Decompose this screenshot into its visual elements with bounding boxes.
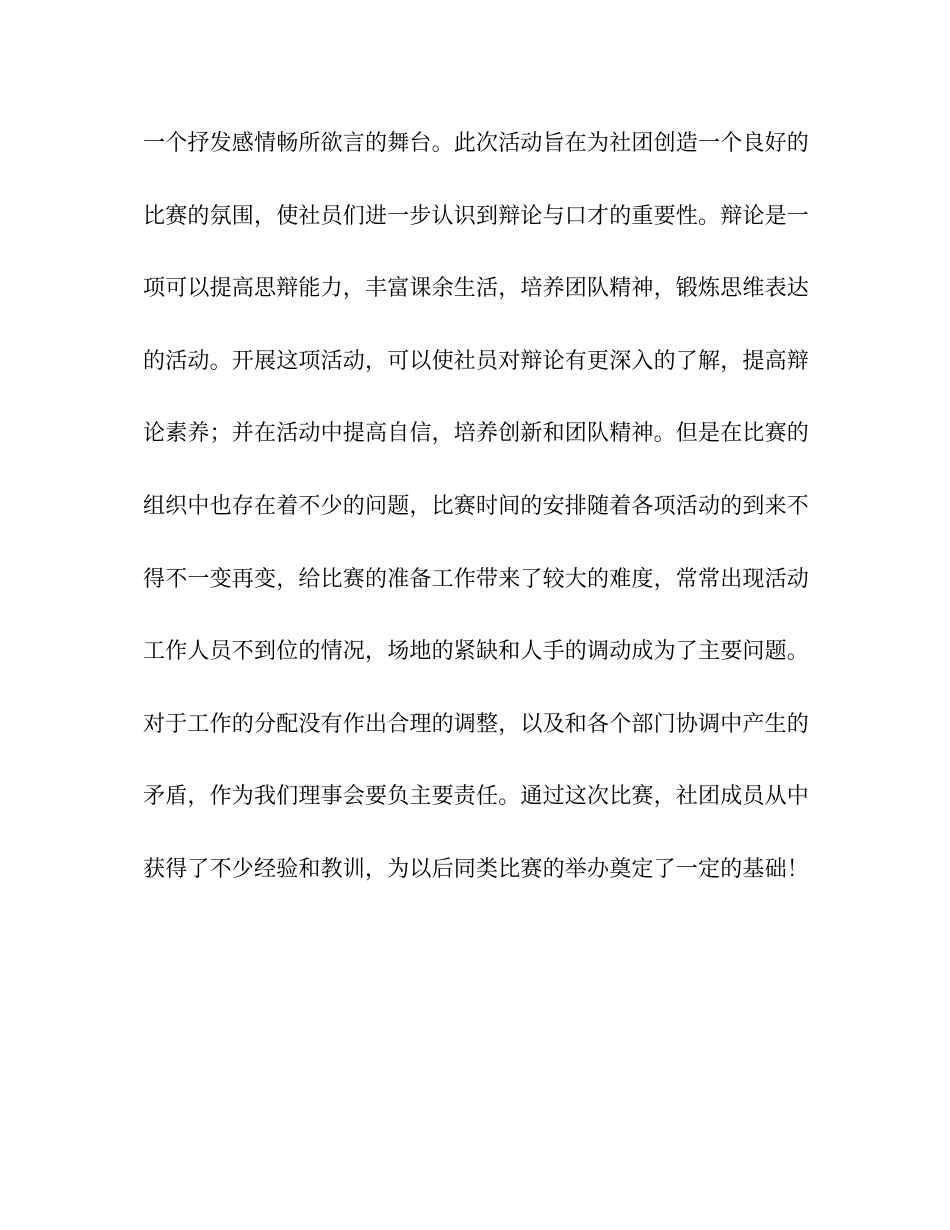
text-line: 获得了不少经验和教训，为以后同类比赛的举办奠定了一定的基础！: [143, 856, 810, 882]
text-line: 矛盾，作为我们理事会要负主要责任。通过这次比赛，社团成员从中: [143, 784, 810, 810]
text-line: 项可以提高思辩能力，丰富课余生活，培养团队精神，锻炼思维表达: [143, 276, 810, 302]
body-paragraph: [143, 126, 810, 925]
text-line: 对于工作的分配没有作出合理的调整，以及和各个部门协调中产生的: [143, 711, 810, 737]
text-line: 组织中也存在着不少的问题，比赛时间的安排随着各项活动的到来不: [143, 493, 810, 519]
text-line: 工作人员不到位的情况，场地的紧缺和人手的调动成为了主要问题。: [143, 639, 810, 665]
text-line: 的活动。开展这项活动，可以使社员对辩论有更深入的了解，提高辩: [143, 348, 810, 374]
text-line: 比赛的氛围，使社员们进一步认识到辩论与口才的重要性。辩论是一: [143, 203, 810, 229]
text-line: 论素养；并在活动中提高自信，培养创新和团队精神。但是在比赛的: [143, 421, 810, 447]
text-line: 一个抒发感情畅所欲言的舞台。此次活动旨在为社团创造一个良好的: [143, 131, 810, 156]
text-line: 得不一变再变，给比赛的准备工作带来了较大的难度，常常出现活动: [143, 566, 810, 592]
